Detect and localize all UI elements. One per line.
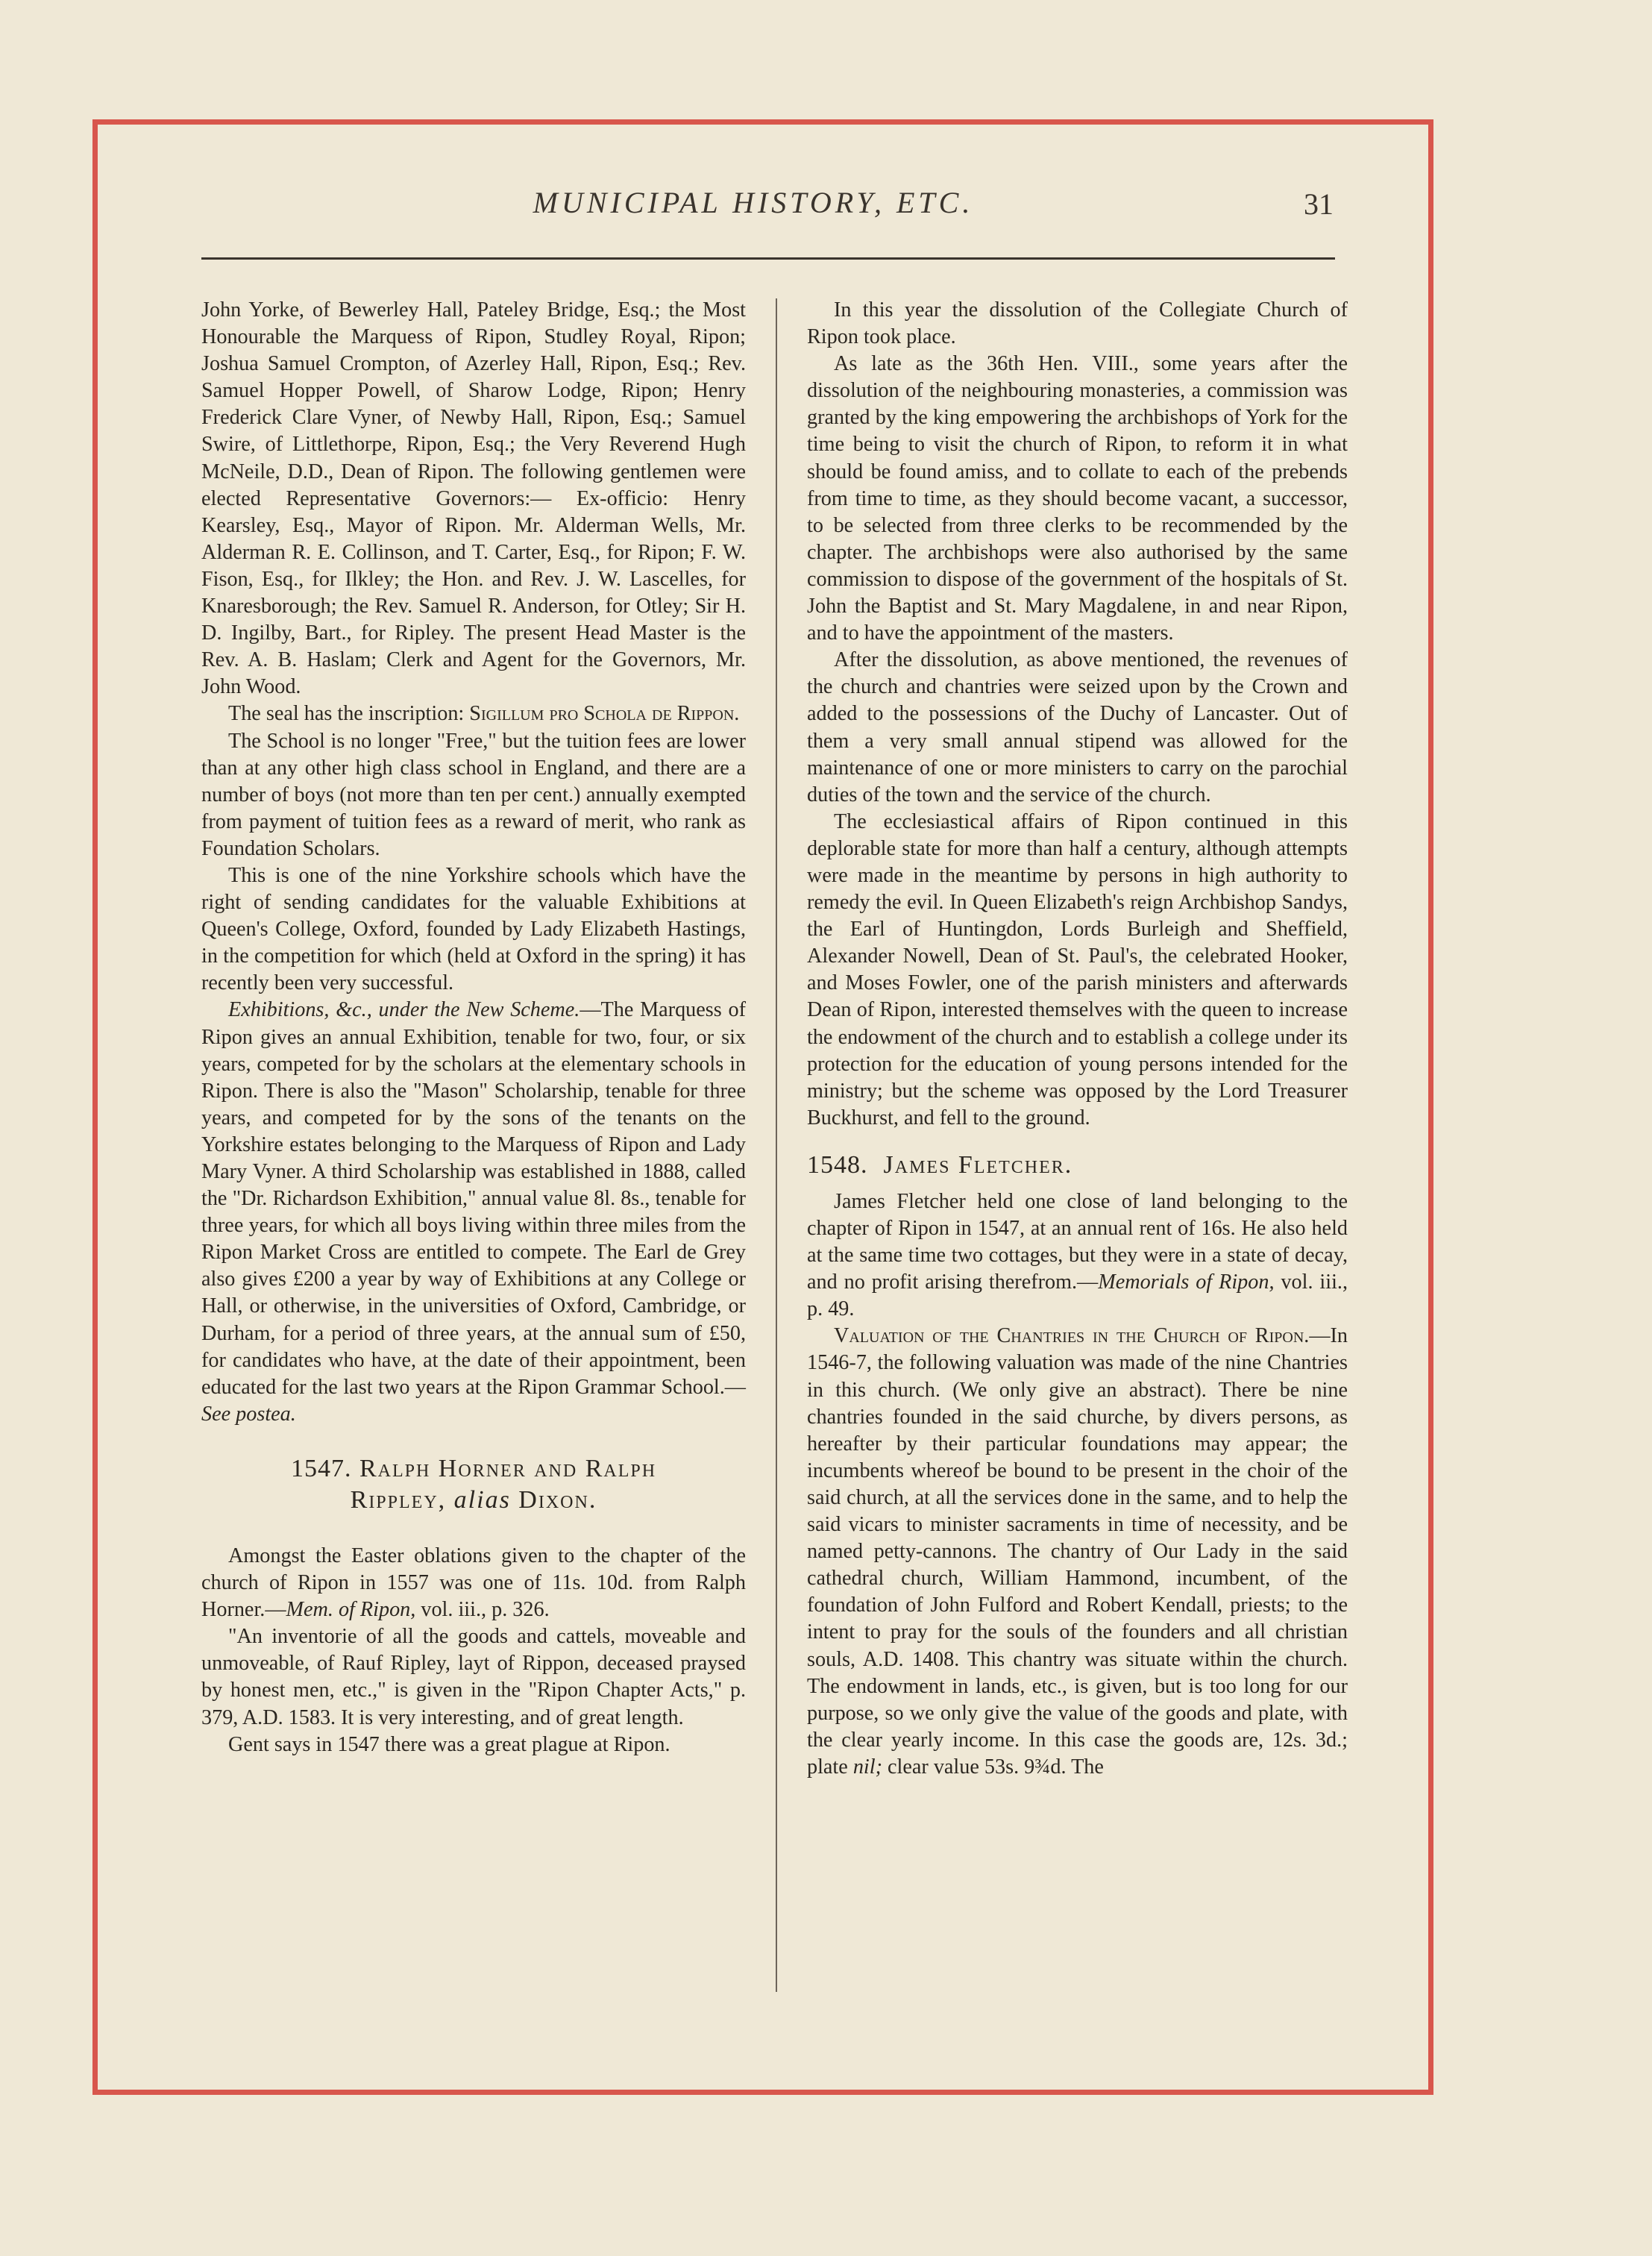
new-scheme-text: —The Marquess of Ripon gives an annual Exhibition, tenable for two, four, or six years, competed for by the scholars at the elementary schools in Ripon. There is also the "Mason" Scholarship, tenable for three years, and competed for by the sons of the tenants on the Yorkshire estates belonging to the Marquess of Ripon and Lady Mary Vyner. A third Scholarship was established in 1888, called the "Dr. Richardson Exhibition," annual value 8l. 8s., tenable for three years, for which all boys living within three miles from the Ripon Market Cross are entitled to compete. The Earl de Grey also gives £200 a year by way of Exhibitions at any College or Hall, or otherwise, in the universities of Oxford, Cambridge, or Durham, for a period of three years, at the annual sum of £50, for candidates who have, at the date of their appointment, been educated for the last two years at the Ripon Grammar School.—: [201, 998, 746, 1399]
fletcher-paragraph: [807, 1188, 1348, 1323]
fletcher-ref: Memorials of Ripon,: [1098, 1270, 1275, 1294]
fletcher-tail: vol. iii., p. 49.: [807, 1270, 1348, 1321]
heading-name-fletcher: James Fletcher.: [883, 1150, 1073, 1179]
running-head: [0, 185, 1652, 230]
oblations-text: Amongst the Easter oblations given to the chapter of the church of Ripon in 1557 was one of 11s. 10d. from Ralph Horner.—: [201, 1544, 746, 1622]
chantries-lead: Valuation of the Chantries in the Church of Ripon.: [834, 1324, 1310, 1348]
seal-paragraph: [201, 701, 746, 727]
heading-alias: alias: [453, 1485, 511, 1514]
header-rule: [201, 257, 1335, 260]
heading-names-2b: Dixon.: [518, 1485, 597, 1514]
running-title: MUNICIPAL HISTORY, ETC.: [533, 186, 974, 219]
heading-line-2: [201, 1485, 746, 1516]
chantries-tail: clear value 53s. 9¾d. The: [888, 1755, 1104, 1779]
heading-names-1: Ralph Horner and Ralph: [359, 1454, 657, 1482]
heading-year: 1547.: [290, 1454, 352, 1482]
inventorie-paragraph: "An inventorie of all the goods and cattels, moveable and unmoveable, of Rauf Ripley, layt of Rippon, deceased praysed by honest men, etc.," is given in the "Ripon Chapter Acts," p. 379, A.D. 1583. It is very interesting, and of great length.: [201, 1625, 746, 1729]
oblations-ref: Mem. of Ripon,: [286, 1598, 416, 1622]
seal-inscription: Sigillum pro Schola de Rippon.: [469, 702, 740, 726]
heading-line-1: [201, 1453, 746, 1485]
chantries-nil: nil;: [852, 1755, 882, 1779]
section-heading-1548: [807, 1150, 1348, 1181]
new-scheme-paragraph: [201, 997, 746, 1428]
dissolution-paragraph: In this year the dissolution of the Collegiate Church of Ripon took place.: [807, 298, 1348, 349]
right-column: [807, 297, 1348, 1781]
chantries-text: —In 1546-7, the following valuation was made of the nine Chantries in this church. (We only give an abstract). There be nine chantries founded in the said churche, by divers persons, as hereafter by their particular foundations may appear; the incumbents whereof be bound to be present in the choir of the said church, at all the services done in the same, and to help the said vicars to minister sacraments in time of necessity, and be named petty-cannons. The chantry of Our Lady in the said cathedral church, William Hammond, incumbent, of the foundation of John Fulford and Robert Kendall, priests; to the intent to pray for the souls of the founders and all christian souls, A.D. 1408. This chantry was situate within the church. The endowment in lands, etc., is given, but is too long for our purpose, so we only give the value of the goods and plate, with the clear yearly income. In this case the goods are, 12s. 3d.; plate: [807, 1324, 1348, 1779]
fletcher-text: James Fletcher held one close of land belonging to the chapter of Ripon in 1547, at an annual rent of 16s. He also held at the same time two cottages, but they were in a state of decay, and no profit arising therefrom.—: [807, 1189, 1348, 1294]
heading-names-2a: Rippley,: [350, 1485, 447, 1514]
oblations-tail: vol. iii., p. 326.: [421, 1598, 550, 1622]
chantries-valuation-paragraph: [807, 1323, 1348, 1781]
page-number: 31: [1304, 187, 1334, 221]
easter-oblations-paragraph: [201, 1543, 746, 1623]
column-divider: [776, 298, 777, 1992]
new-scheme-heading: Exhibitions, &c., under the New Scheme.: [228, 998, 580, 1022]
tuition-paragraph: The School is no longer "Free," but the tuition fees are lower than at any other high class school in England, and there are a number of boys (not more than ten per cent.) annually exempted from payment of tuition fees as a reward of merit, who rank as Foundation Scholars.: [201, 729, 746, 860]
heading-year-1548: 1548.: [807, 1150, 868, 1179]
revenues-paragraph: After the dissolution, as above mentioned, the revenues of the church and chantries were seized upon by the Crown and added to the possessions of the Duchy of Lancaster. Out of them a very small annual stipend was allowed for the maintenance of one or more ministers to carry on the parochial duties of the town and the service of the church.: [807, 648, 1348, 806]
plague-paragraph: Gent says in 1547 there was a great plague at Ripon.: [228, 1732, 670, 1756]
section-heading-1547: [201, 1453, 746, 1516]
ecclesiastical-affairs-paragraph: The ecclesiastical affairs of Ripon continued in this deplorable state for more than half a century, although attempts were made in the meantime by persons in high authority to remedy the evil. In Queen Elizabeth's reign Archbishop Sandys, the Earl of Huntingdon, Lords Burleigh and Sheffield, Alexander Nowell, Dean of St. Paul's, the celebrated Hooker, and Moses Fowler, one of the parish ministers and afterwards Dean of Ripon, interested themselves with the queen to increase the endowment of the church and to establish a college under its protection for the education of young persons intended for the ministry; but the scheme was opposed by the Lord Treasurer Buckhurst, and fell to the ground.: [807, 809, 1348, 1129]
seal-lead: The seal has the inscription:: [228, 702, 465, 726]
see-postea: See postea.: [201, 1402, 296, 1426]
left-column: [201, 297, 746, 1758]
governors-paragraph: John Yorke, of Bewerley Hall, Pateley Bridge, Esq.; the Most Honourable the Marquess of Ripon, Studley Royal, Ripon; Joshua Samuel Crompton, of Azerley Hall, Ripon, Esq.; Rev. Samuel Hopper Powell, of Sharow Lodge, Ripon; Henry Frederick Clare Vyner, of Newby Hall, Ripon, Esq.; Samuel Swire, of Littlethorpe, Ripon, Esq.; the Very Reverend Hugh McNeile, D.D., Dean of Ripon. The following gentlemen were elected Representative Governors:— Ex-officio: Henry Kearsley, Esq., Mayor of Ripon. Mr. Alderman Wells, Mr. Alderman R. E. Collinson, and T. Carter, Esq., for Ripon; F. W. Fison, Esq., for Ilkley; the Hon. and Rev. J. W. Lascelles, for Knaresborough; the Rev. Samuel R. Anderson, for Otley; Sir H. D. Ingilby, Bart., for Ripley. The present Head Master is the Rev. A. B. Haslam; Clerk and Agent for the Governors, Mr. John Wood.: [201, 298, 746, 699]
commission-paragraph: As late as the 36th Hen. VIII., some years after the dissolution of the neighbouring monasteries, a commission was granted by the king empowering the archbishops of York for the time being to visit the church of Ripon, to reform it in what should be found amiss, and to collate to each of the prebends from time to time, as they should become vacant, a successor, to be selected from three clerks to be recommended by the chapter. The archbishops were also authorised by the same commission to dispose of the government of the hospitals of St. John the Baptist and St. Mary Magdalene, in and near Ripon, and to have the appointment of the masters.: [807, 352, 1348, 645]
exhibitions-oxford-paragraph: This is one of the nine Yorkshire schools which have the right of sending candidates for the valuable Exhibitions at Queen's College, Oxford, founded by Lady Elizabeth Hastings, in the competition for which (held at Oxford in the spring) it has recently been very successful.: [201, 863, 746, 995]
